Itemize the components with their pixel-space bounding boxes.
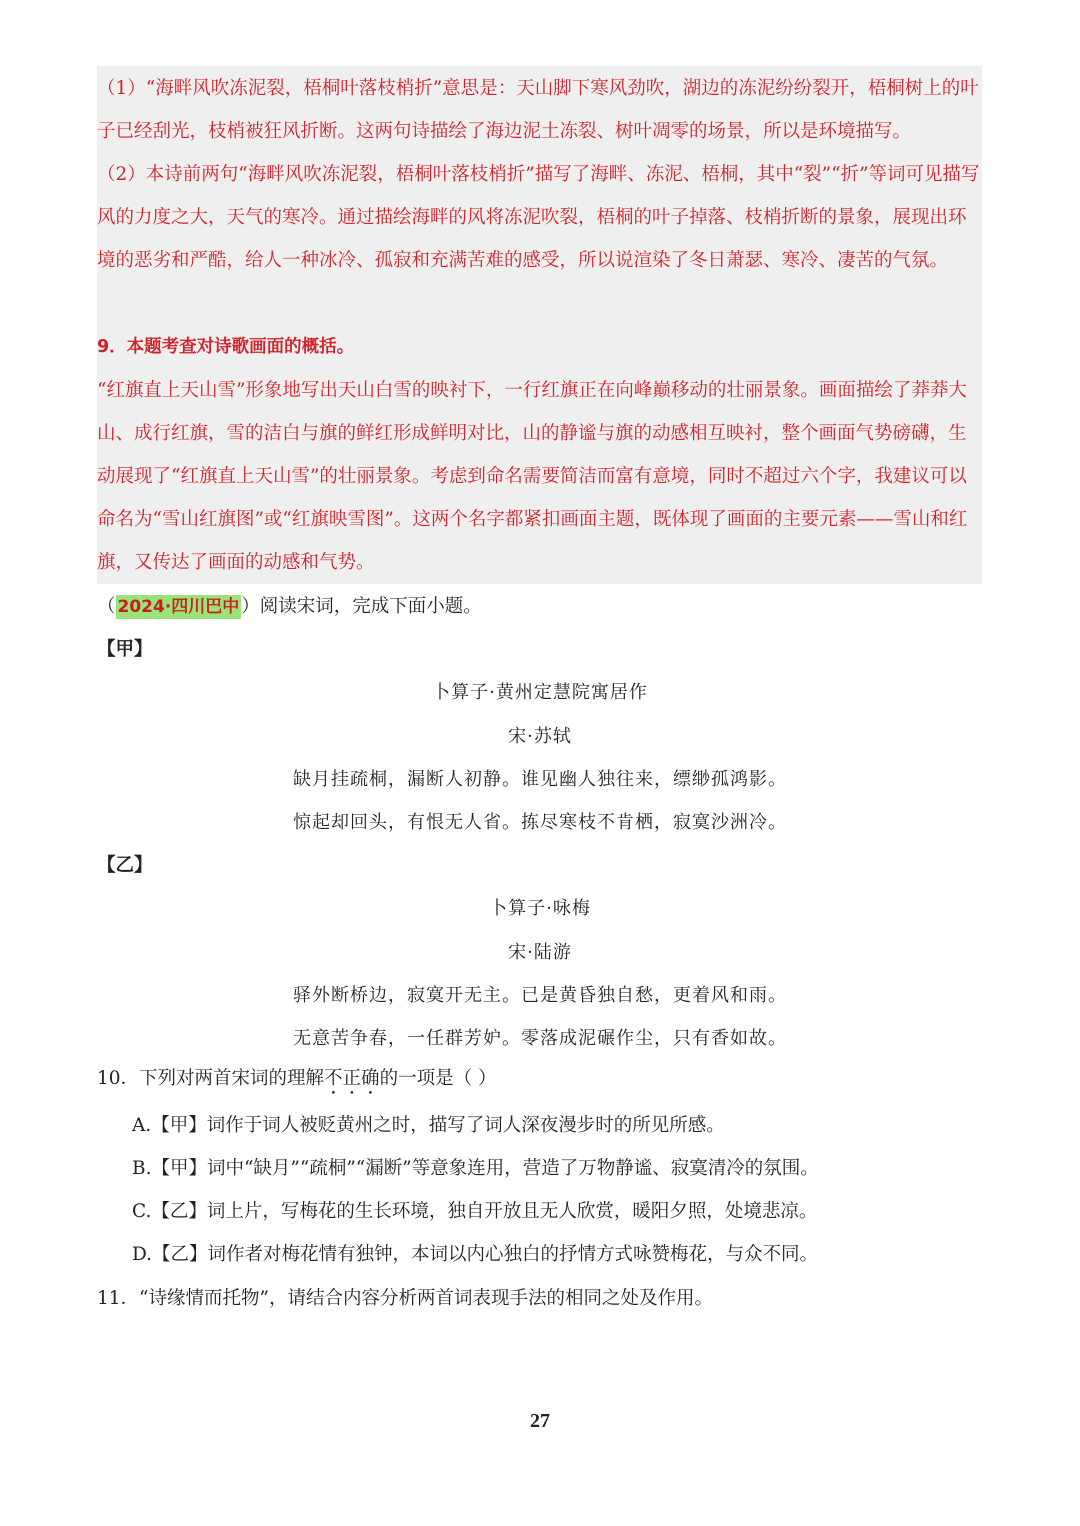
label-jia: 【甲】 — [97, 639, 153, 660]
source-tag: 2024·四川巴中 — [117, 597, 240, 617]
question-11-stem: 11．“诗缘情而托物”，请结合内容分析两首词表现手法的相同之处及作用。 — [97, 1288, 713, 1309]
emphasis-not-correct: 不正确 — [324, 1068, 380, 1089]
page-number: 27 — [530, 1410, 550, 1432]
poem-yi-line-1: 驿外断桥边，寂寞开无主。已是黄昏独自愁，更着风和雨。 — [293, 985, 787, 1006]
question-10-stem: 10．下列对两首宋词的理解不正确的一项是（ ） — [97, 1068, 497, 1089]
poem-jia-line-2: 惊起却回头，有恨无人省。拣尽寒枝不肯栖，寂寞沙洲冷。 — [293, 812, 787, 833]
poem-yi-line-2: 无意苦争春，一任群芳妒。零落成泥碾作尘，只有香如故。 — [293, 1028, 787, 1049]
poem-jia-author: 宋·苏轼 — [508, 726, 572, 747]
answer-9-heading: 9．本题考查对诗歌画面的概括。 — [97, 337, 355, 357]
option-c[interactable]: C.【乙】词上片，写梅花的生长环境，独自开放且无人欣赏，暖阳夕照，处境悲凉。 — [132, 1201, 818, 1222]
answer-8-part-2: （2）本诗前两句“海畔风吹冻泥裂，梧桐叶落枝梢折”描写了海畔、冻泥、梧桐，其中“裂”“折”等词可见描写风的力度之大，天气的寒冷。通过描绘海畔的风将冻泥吹裂，梧桐的叶子掉落、枝梢折断的景象，展现出环境的恶劣和严酷，给人一种冰冷、孤寂和充满苦难的感受，所以说渲染了冬日萧瑟、寒冷、凄苦的气氛。 — [97, 164, 980, 271]
answer-9-body: “红旗直上天山雪”形象地写出天山白雪的映衬下，一行红旗正在向峰巅移动的壮丽景象。画面描绘了莽莽大山、成行红旗，雪的洁白与旗的鲜红形成鲜明对比，山的静谧与旗的动感相互映衬，整个画面气势磅礴，生动展现了“红旗直上天山雪”的壮丽景象。考虑到命名需要简洁而富有意境，同时不超过六个字，我建议可以命名为“雪山红旗图”或“红旗映雪图”。这两个名字都紧扣画面主题，既体现了画面的主要元素——雪山和红旗，又传达了画面的动感和气势。 — [97, 380, 968, 573]
question-intro: （ 2024·四川巴中 ）阅读宋词，完成下面小题。 — [97, 596, 482, 617]
option-a[interactable]: A.【甲】词作于词人被贬黄州之时，描写了词人深夜漫步时的所见所感。 — [132, 1115, 725, 1136]
option-d[interactable]: D.【乙】词作者对梅花情有独钟，本词以内心独白的抒情方式咏赞梅花，与众不同。 — [132, 1244, 819, 1265]
poem-yi-author: 宋·陆游 — [508, 942, 572, 963]
option-b[interactable]: B.【甲】词中“缺月”“疏桐”“漏断”等意象连用，营造了万物静谧、寂寞清冷的氛围。 — [132, 1158, 819, 1179]
poem-jia-title: 卜算子·黄州定慧院寓居作 — [432, 682, 648, 703]
answer-8-part-1: （1）“海畔风吹冻泥裂，梧桐叶落枝梢折”意思是：天山脚下寒风劲吹，湖边的冻泥纷纷裂开，梧桐树上的叶子已经刮光，枝梢被狂风折断。这两句诗描绘了海边泥土冻裂、树叶凋零的场景，所以是环境描写。 — [97, 78, 979, 142]
label-yi: 【乙】 — [97, 855, 153, 876]
poem-jia-line-1: 缺月挂疏桐，漏断人初静。谁见幽人独往来，缥缈孤鸿影。 — [293, 769, 787, 790]
poem-yi-title: 卜算子·咏梅 — [489, 898, 591, 919]
